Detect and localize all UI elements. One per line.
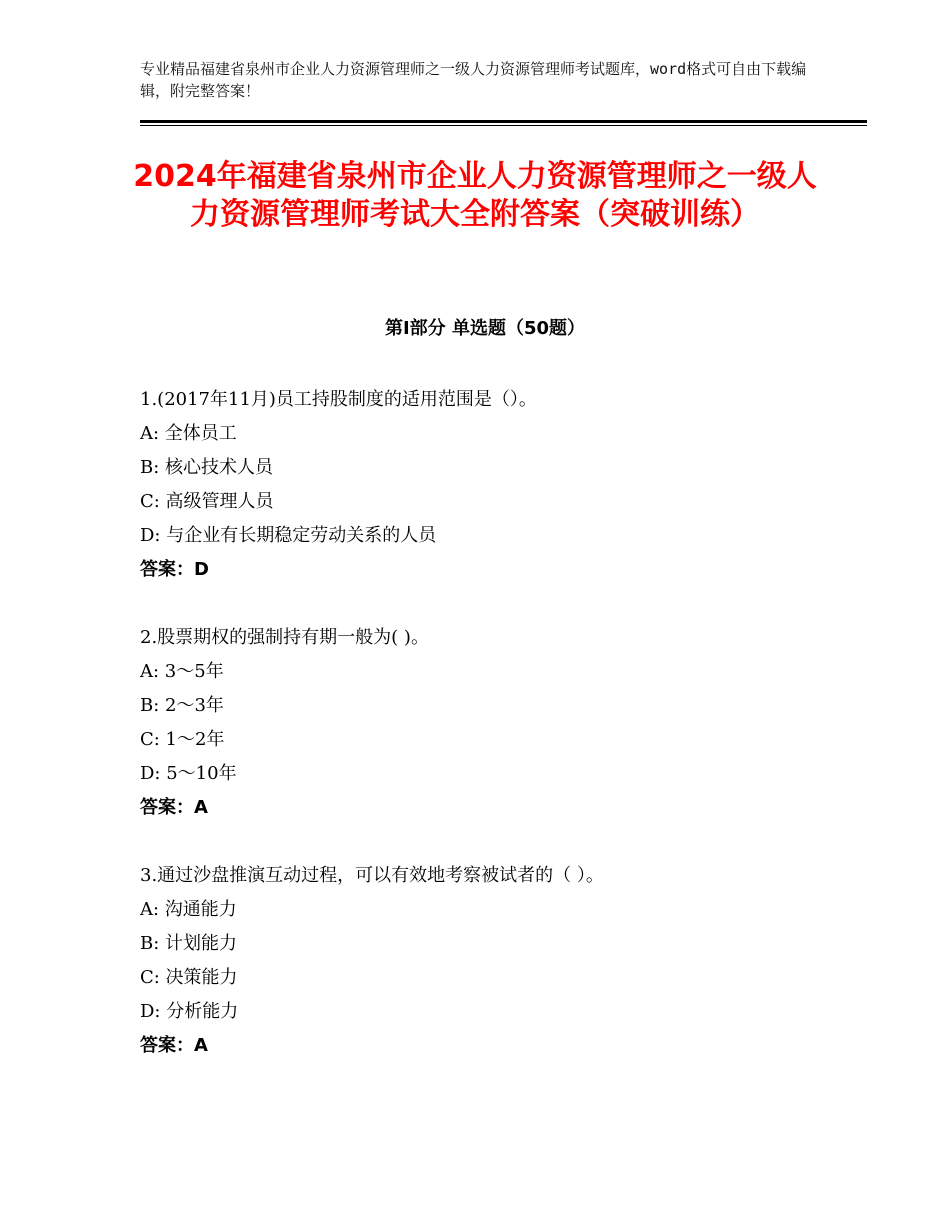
option-a: A: 全体员工 xyxy=(140,423,237,444)
question-1 xyxy=(140,383,840,587)
option-d: D: 与企业有长期稳定劳动关系的人员 xyxy=(140,525,437,546)
question-stem: 1.(2017年11月)员工持股制度的适用范围是（）。 xyxy=(140,389,537,410)
option-c: C: 1～2年 xyxy=(140,729,225,750)
question-stem: 2.股票期权的强制持有期一般为( )。 xyxy=(140,627,429,648)
question-3 xyxy=(140,859,840,1063)
option-b: B: 计划能力 xyxy=(140,933,238,954)
option-a: A: 沟通能力 xyxy=(140,899,237,920)
option-c: C: 高级管理人员 xyxy=(140,491,274,512)
question-list xyxy=(140,383,840,1097)
option-b: B: 2～3年 xyxy=(140,695,224,716)
answer-line: 答案：D xyxy=(140,559,209,580)
document-title: 2024年福建省泉州市企业人力资源管理师之一级人力资源管理师考试大全附答案（突破训练） xyxy=(133,159,817,232)
question-2 xyxy=(140,621,840,825)
option-b: B: 核心技术人员 xyxy=(140,457,274,478)
header-rule-thin xyxy=(140,125,867,126)
option-c: C: 决策能力 xyxy=(140,967,238,988)
option-d: D: 分析能力 xyxy=(140,1001,239,1022)
header-rule-thick xyxy=(140,120,867,123)
question-stem: 3.通过沙盘推演互动过程，可以有效地考察被试者的（ ）。 xyxy=(140,865,604,886)
option-a: A: 3～5年 xyxy=(140,661,224,682)
option-d: D: 5～10年 xyxy=(140,763,237,784)
section-title: 第Ⅰ部分 单选题（50题） xyxy=(384,318,585,339)
header-note: 专业精品福建省泉州市企业人力资源管理师之一级人力资源管理师考试题库，word格式可自由下载编辑，附完整答案！ xyxy=(140,60,807,100)
answer-line: 答案：A xyxy=(140,1035,208,1056)
answer-line: 答案：A xyxy=(140,797,208,818)
